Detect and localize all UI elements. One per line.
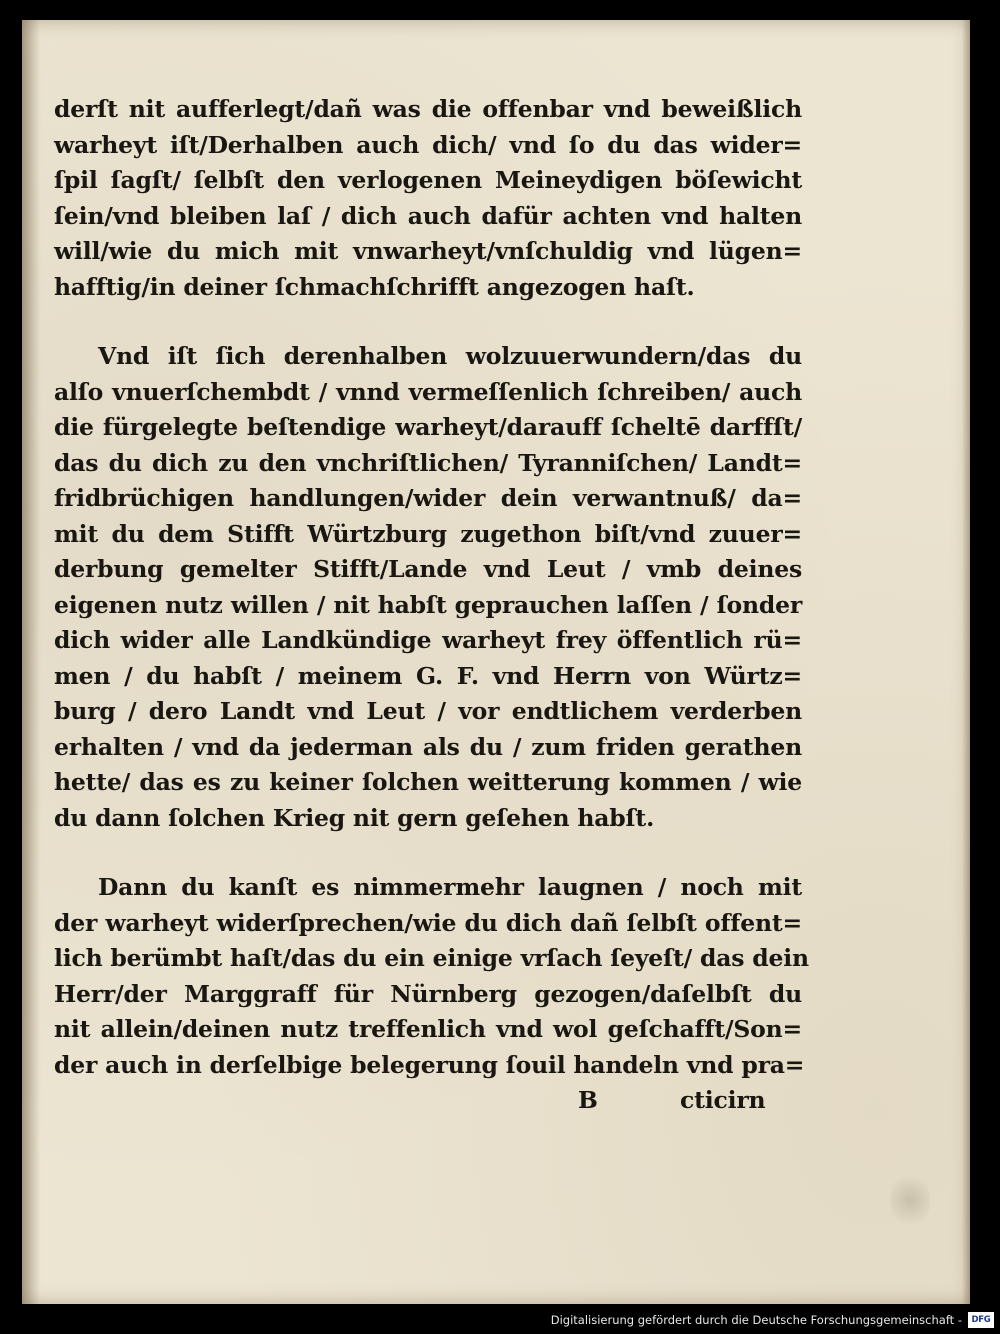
paragraph-3 [54, 870, 809, 1083]
text-line: du dann ſolchen Krieg nit gern geſehen habſt. [54, 803, 655, 832]
text-line: das du dich zu den vnchriſtlichen/ Tyranniſchen/ Landt= [54, 448, 802, 477]
text-line: derbung gemelter Stifft/Lande vnd Leut / vmb deines [54, 555, 802, 583]
text-line: lich berümbt haſt/das du ein einige vrſach ſeyeſt/ das dein [54, 944, 809, 972]
text-line: warheyt iſt/Derhalben auch dich/ vnd ſo du das wider= [54, 130, 802, 159]
dfg-logo-icon: DFG [968, 1312, 994, 1328]
text-line: Vnd iſt ſich derenhalben wolzuuerwundern/das du [98, 342, 802, 370]
text-line: Dann du kanſt es nimmermehr laugnen / noch mit [98, 873, 802, 901]
text-line: fridbrüchigen handlungen/wider dein verwantnuß/ da= [54, 484, 802, 512]
page-edge-shadow [962, 20, 970, 1304]
book-page [22, 20, 970, 1304]
page-text [54, 92, 809, 1119]
footer-bar [0, 1304, 1000, 1334]
funding-credit: Digitalisierung gefördert durch die Deutsche Forschungsgemeinschaft - [550, 1313, 962, 1327]
text-line: erhalten / vnd da jederman als du / zum friden gerathen [54, 732, 802, 761]
text-line: ſpil ſagſt/ ſelbſt den verlogenen Meineydigen böſewicht [54, 166, 802, 194]
paragraph-2 [54, 339, 802, 836]
text-line: men / du habſt / meinem G. F. vnd Herrn von Würtz= [54, 661, 802, 690]
text-line: die fürgelegte beſtendige warheyt/darauff ſcheltē darffſt/ [54, 413, 802, 441]
text-line: mit du dem Stifft Würtzburg zugethon biſt/vnd zuuer= [54, 519, 802, 548]
page-spine-shadow [22, 20, 40, 1304]
text-line: dich wider alle Landkündige warheyt frey öffentlich rü= [54, 626, 802, 654]
text-line: alſo vnuerſchembdt / vnnd vermeſſenlich ſchreiben/ auch [54, 377, 802, 406]
text-line: hafftig/in deiner ſchmachſchrifft angezogen haſt. [54, 272, 695, 301]
catchword: cticirn [680, 1086, 766, 1114]
text-line: nit allein/deinen nutz treffenlich vnd wol geſchafft/Son= [54, 1015, 802, 1043]
text-line: burg / dero Landt vnd Leut / vor endtlichem verderben [54, 697, 802, 725]
signature-mark: B [578, 1086, 598, 1114]
text-line: will/wie du mich mit vnwarheyt/vnſchuldig vnd lügen= [54, 237, 802, 265]
text-line: der auch in derſelbige belegerung ſouil handeln vnd pra= [54, 1050, 805, 1079]
text-line: ſein/vnd bleiben laſ / dich auch dafür achten vnd halten [54, 201, 802, 230]
text-line: derſt nit aufferlegt/dañ was die offenbar vnd beweißlich [54, 95, 802, 123]
catchword-line [54, 1083, 802, 1119]
text-line: hette/ das es zu keiner ſolchen weitterung kommen / wie [54, 768, 802, 796]
paper-stain [890, 1170, 930, 1230]
paragraph-1 [54, 92, 802, 305]
text-line: eigenen nutz willen / nit habſt geprauchen laſſen / ſonder [54, 590, 802, 619]
text-line: der warheyt widerſprechen/wie du dich dañ ſelbſt offent= [54, 908, 802, 937]
text-line: Herr/der Marggraff für Nürnberg gezogen/daſelbſt du [54, 979, 802, 1008]
